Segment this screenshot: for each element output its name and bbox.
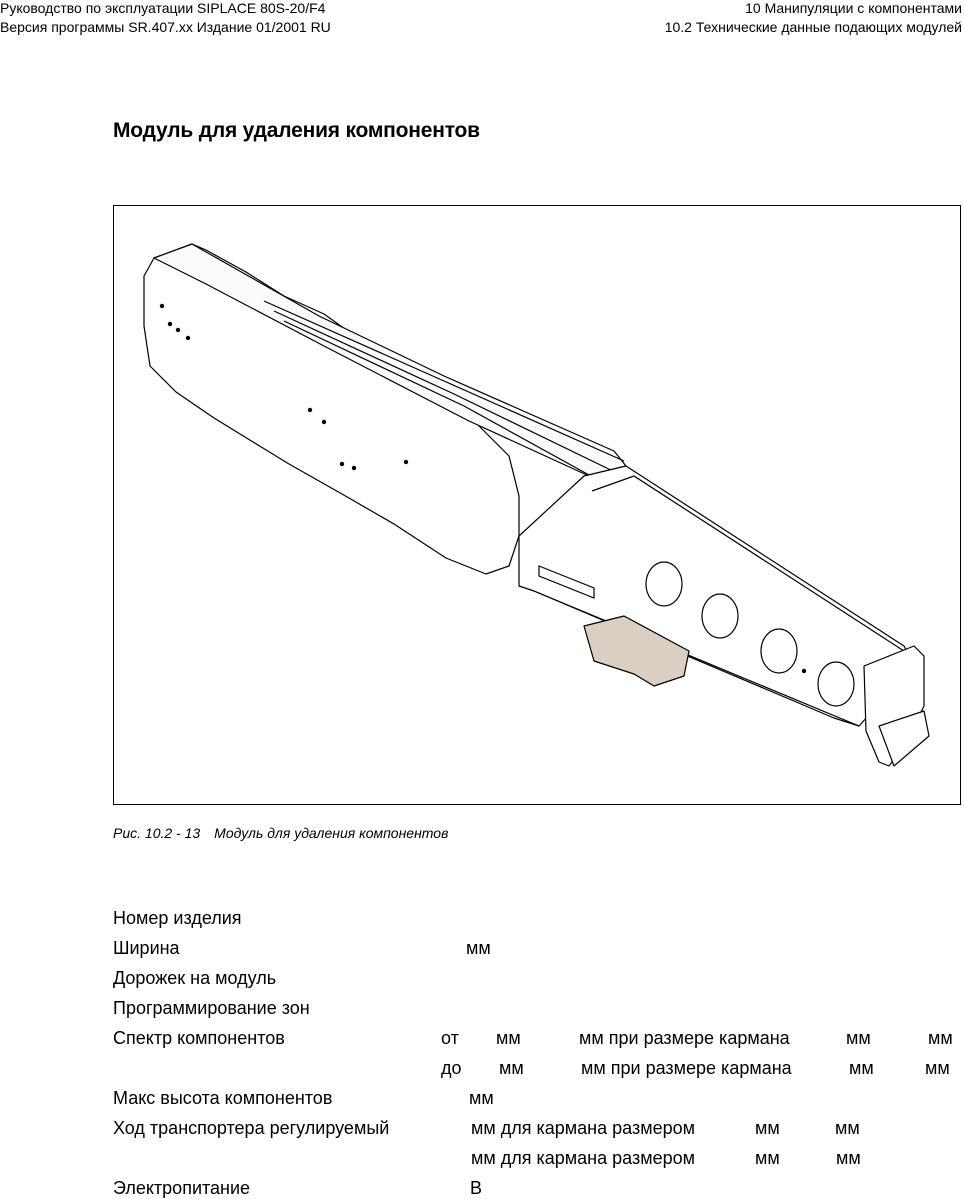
- spec-spectrum-from: от: [441, 1028, 459, 1048]
- rivet: [322, 420, 326, 424]
- spec-stroke-row2-unit2: мм: [836, 1148, 861, 1168]
- spec-label-transport-stroke: Ход транспортера регулируемый: [113, 1118, 390, 1138]
- figure-frame: [113, 205, 961, 805]
- spec-label-max-height: Макс высота компонентов: [113, 1088, 333, 1108]
- spec-spectrum-to: до: [441, 1058, 462, 1078]
- spec-stroke-row1-text: мм для кармана размером: [471, 1118, 695, 1138]
- rivet: [160, 304, 164, 308]
- spec-label-power: Электропитание: [113, 1178, 251, 1198]
- spec-label-tracks: Дорожек на модуль: [113, 968, 277, 988]
- spec-label-width: Ширина: [113, 938, 180, 958]
- header-section: 10.2 Технические данные подающих модулей: [664, 19, 962, 35]
- side-hole: [702, 594, 738, 638]
- spec-unit-power: В: [470, 1178, 483, 1198]
- header-chapter: 10 Манипуляции с компонентами: [745, 0, 962, 16]
- spec-spectrum-from-unit: мм: [496, 1028, 521, 1048]
- spec-unit-width: мм: [466, 938, 491, 958]
- spec-spectrum-to-unit2: мм: [849, 1058, 874, 1078]
- spec-label-zone-programming: Программирование зон: [113, 998, 310, 1018]
- rivet: [168, 322, 172, 326]
- rivet: [352, 466, 356, 470]
- rivet: [802, 669, 806, 673]
- spec-stroke-row2-unit1: мм: [755, 1148, 780, 1168]
- feeder-module-illustration: [114, 206, 960, 804]
- rivet: [308, 408, 312, 412]
- figure-caption: [113, 825, 448, 841]
- header-right: [665, 0, 962, 38]
- side-hole: [818, 662, 854, 706]
- spec-stroke-row2-text: мм для кармана размером: [471, 1148, 695, 1168]
- caption-text: Модуль для удаления компонентов: [214, 825, 449, 841]
- rivet: [340, 462, 344, 466]
- side-hole: [761, 629, 797, 673]
- spec-stroke-row1-unit1: мм: [755, 1118, 780, 1138]
- rivet: [186, 336, 190, 340]
- header-version: Версия программы SR.407.xx Издание 01/2001 RU: [0, 19, 331, 35]
- side-hole: [646, 562, 682, 606]
- spec-stroke-row1-unit2: мм: [835, 1118, 860, 1138]
- spec-unit-max-height: мм: [469, 1088, 494, 1108]
- rivet: [176, 328, 180, 332]
- spec-spectrum-from-unit3: мм: [928, 1028, 953, 1048]
- header-left: [0, 0, 331, 38]
- spec-spectrum-to-unit3: мм: [925, 1058, 950, 1078]
- spec-spectrum-from-unit2: мм: [846, 1028, 871, 1048]
- spec-spectrum-to-unit: мм: [499, 1058, 524, 1078]
- caption-number: Рис. 10.2 - 13: [113, 825, 201, 841]
- spec-spectrum-from-text: мм при размере кармана: [579, 1028, 790, 1048]
- spec-spectrum-to-text: мм при размере кармана: [581, 1058, 792, 1078]
- spec-label-part-number: Номер изделия: [113, 908, 242, 928]
- spec-label-component-spectrum: Спектр компонентов: [113, 1028, 285, 1048]
- rivet: [404, 460, 408, 464]
- page-title: Модуль для удаления компонентов: [113, 119, 480, 142]
- header-manual-title: Руководство по эксплуатации SIPLACE 80S-20/F4: [0, 0, 326, 16]
